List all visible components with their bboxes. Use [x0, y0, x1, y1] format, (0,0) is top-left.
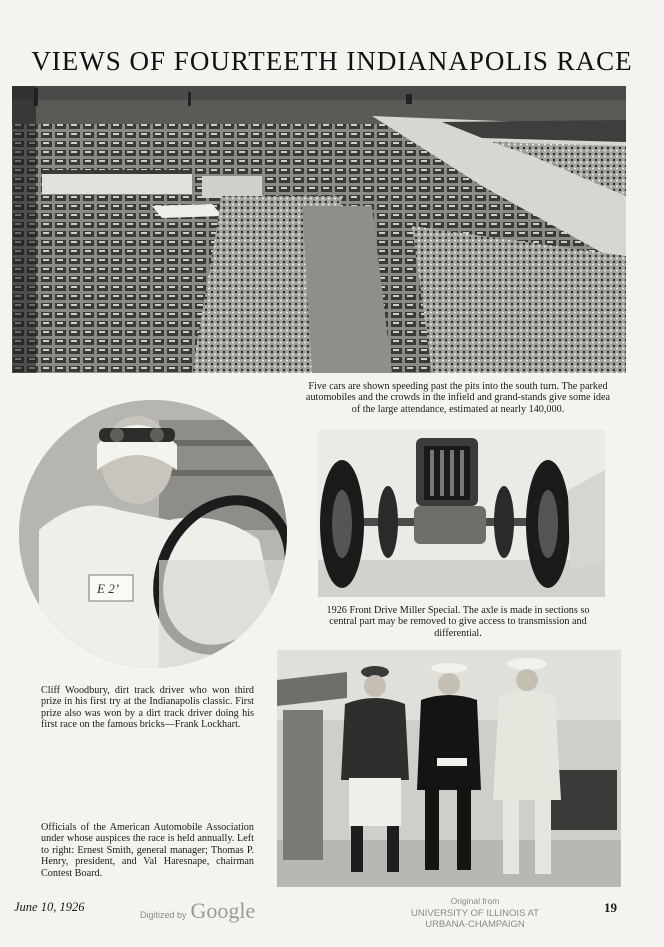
digitized-by-google: [140, 898, 255, 924]
race-caption: Five cars are shown speeding past the pits into the south turn. The parked automobiles and the crowds in the infield and grand-stands give some idea of the large attendance, estimated at nearly 140,000.: [305, 381, 611, 415]
page-title: VIEWS OF FOURTEETH INDIANAPOLIS RACE: [31, 46, 633, 76]
original-line-1: UNIVERSITY OF ILLINOIS AT: [411, 907, 539, 919]
digitized-label: Digitized by: [140, 910, 187, 920]
officials-caption: Officials of the American Automobile Association under whose auspices the race is held annually. Left to right: Ernest Smith, general manager; Thomas P. Henry, president, and Val Haresnape, chairman Contest Board.: [41, 822, 254, 879]
miller-special-caption: 1926 Front Drive Miller Special. The axle is made in sections so central part may be removed to give access to transmission and differential.: [326, 605, 590, 639]
aaa-officials-photo: [277, 650, 621, 887]
aaa-officials-illustration: [277, 650, 621, 887]
page-number: 19: [604, 900, 617, 915]
race-overview-illustration: [12, 86, 626, 373]
original-label: Original from: [450, 896, 500, 906]
race-overview-photo: [12, 86, 626, 373]
driver-badge-text: E 2’: [97, 581, 120, 596]
driver-portrait-photo: [19, 400, 287, 668]
woodbury-caption: Cliff Woodbury, dirt track driver who won third prize in his first try at the Indianapolis classic. First prize also was won by a dirt track driver doing his first race on the famous bricks—Frank Lockhart.: [41, 685, 254, 731]
driver-portrait-illustration: [19, 400, 287, 668]
original-line-2: URBANA-CHAMPAIGN: [425, 919, 525, 930]
miller-special-photo: [318, 430, 605, 597]
original-source: [380, 896, 570, 931]
miller-special-illustration: [318, 430, 605, 597]
issue-date: June 10, 1926: [14, 900, 85, 914]
google-logo: Google: [190, 898, 256, 923]
